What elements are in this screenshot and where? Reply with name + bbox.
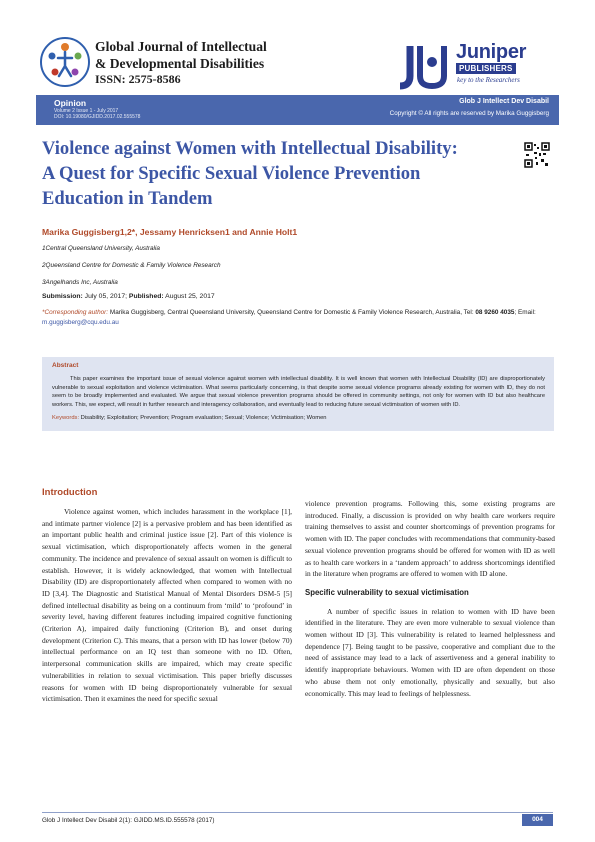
introduction-heading: Introduction	[42, 487, 98, 498]
journal-name-line2: & Developmental Disabilities	[95, 56, 265, 71]
footer-citation: Glob J Intellect Dev Disabil 2(1): GJIDD.MS.ID.555578 (2017)	[42, 817, 215, 824]
juniper-mark-icon	[400, 40, 452, 90]
corresponding-tel: 08 9260 4035	[473, 309, 515, 316]
abstract-heading: Abstract	[52, 362, 79, 369]
article-type: Opinion	[54, 98, 87, 108]
corresponding-author	[42, 308, 552, 328]
affiliation-2: 2Queensland Centre for Domestic & Family Violence Research	[42, 262, 221, 269]
article-title	[42, 136, 517, 211]
submission-value: July 05, 2017;	[82, 293, 129, 300]
corresponding-text: Marika Guggisberg, Central Queensland University, Queensland Centre for Domestic & Family Violence Research, Australia, Tel:	[108, 309, 474, 316]
abstract-body: This paper examines the important issue of sexual violence against women with intellectual disability. It is well known that women with Intellectual Disability (ID) are disproportionately vulnerable to sexual exploitation and violence victimisation. What seems particularly concerning, is that despite some sexual violence programs already existing for women with ID, they do not seem to be broadly implemented and evaluated. We argue that sexual violence prevention programs should be offered in community settings, not only for women with ID but also healthcare workers. This, we expect, will result in further research and interagency collaboration, and eventually lead to reducing future sexual victimisation of women with ID.	[52, 376, 545, 408]
journal-name	[95, 38, 395, 72]
submission-label: Submission:	[42, 293, 83, 300]
author-email-link[interactable]: m.guggisberg@cqu.edu.au	[42, 319, 119, 326]
affiliation-1: 1Central Queensland University, Australia	[42, 245, 160, 252]
right-paragraph-1: violence prevention programs. Following this, some existing programs are introduced. Finally, a discussion is provided on why health care workers require training themselves to assist and counter shortcomings of prevention programs for women with ID. The paper concludes with recommendations that community-based sexual violence prevention programs should be offered for women with ID as well as to health care workers in a ‘tandem approach’ to address shortcomings identified in the literature when programs are offered to women with ID alone.	[305, 499, 555, 579]
keywords	[42, 415, 554, 421]
page-number: 004	[522, 814, 553, 826]
body-column-left	[42, 506, 292, 705]
journal-name-line1: Global Journal of Intellectual	[95, 39, 267, 54]
corresponding-label: *Corresponding author:	[42, 309, 109, 316]
submission-dates	[42, 293, 215, 300]
doi-line: DOI: 10.19080/GJIDD.2017.02.555578	[54, 114, 141, 120]
email-label: ; Email:	[514, 309, 536, 316]
author-list: Marika Guggisberg1,2*, Jessamy Henricksen1 and Annie Holt1	[42, 227, 298, 237]
publisher-word: Juniper	[456, 41, 527, 63]
volume-info	[54, 108, 140, 120]
journal-logo-icon	[39, 36, 91, 88]
keywords-list: Disability; Exploitation; Prevention; Program evaluation; Sexual; Violence; Victimisation; Women	[79, 415, 327, 421]
publisher-tagline: key to the Researchers	[457, 76, 520, 84]
section-heading-vulnerability: Specific vulnerability to sexual victimisation	[305, 587, 469, 597]
publisher-sub: PUBLISHERS	[456, 63, 516, 74]
published-value: August 25, 2017	[163, 293, 215, 300]
footer-divider	[42, 812, 553, 813]
section2-paragraph: A number of specific issues in relation to women with ID have been identified in the literature. They are even more vulnerable to sexual violence than women without ID [3]. This vulnerability is related to learned helplessness and dependence [7]. Being taught to be passive, cooperative and compliant due to the need of assistance may lead to a lack of assertiveness and a general inability to identify inappropriate behaviours. Women with ID are often dependent on those who abuse them not only emotionally, physically and sexually, but also economically. This may lead to feelings of helplessness.	[305, 606, 555, 698]
intro-paragraph: Violence against women, which includes harassment in the workplace [1], and intimate partner violence [2] is a pervasive problem and has been identified as an important public health and criminal justice issue [2]. Part of this violence is sexual victimisation, which disproportionately affects women in the general community. The incidence and prevalence of sexual assault on women is difficult to establish. However, it is widely acknowledged, that women with Intellectual Disability (ID) are disproportionately affected when compared to women with no ID [3,4]. The Diagnostic and Statistical Manual of Mental Disorders DSM-5 [5] defined intellectual disability as being on a continuum from ‘mild’ to ‘profound’ in severity level, having different features including impaired cognitive functioning (Criterion A), impaired daily functioning (Criterion B), and onset during development (Criterion C). This means, that a person with ID has lower (below 70) intellectual performance on an IQ test than someone with no ID. Often, interpersonal communication skills are impaired, which may create specific vulnerabilities in relation to sexual victimisation. This paper briefly discusses reasons for women with ID being disproportionately vulnerable for sexual victimisation. Then it examines the need for specific sexual	[42, 507, 292, 704]
affiliation-3: 3Angelhands Inc, Australia	[42, 279, 118, 286]
article-info-band	[36, 95, 559, 125]
copyright-line: Copyright © All rights are reserved by Marika Guggisberg	[389, 110, 549, 117]
title-line3: Education in Tandem	[42, 188, 213, 209]
journal-abbreviation: Glob J Intellect Dev Disabil	[459, 98, 549, 105]
published-label: Published:	[128, 293, 164, 300]
keywords-label: Keywords:	[52, 415, 80, 421]
title-line1: Violence against Women with Intellectual Disability:	[42, 138, 458, 159]
body-column-right	[305, 498, 555, 699]
journal-issn: ISSN: 2575-8586	[95, 72, 181, 86]
title-line2: A Quest for Specific Sexual Violence Prevention	[42, 163, 421, 184]
volume-line: Volume 2 Issue 1 - July 2017	[54, 108, 119, 114]
qr-code-icon[interactable]	[524, 142, 550, 168]
publisher-logo	[400, 40, 560, 90]
